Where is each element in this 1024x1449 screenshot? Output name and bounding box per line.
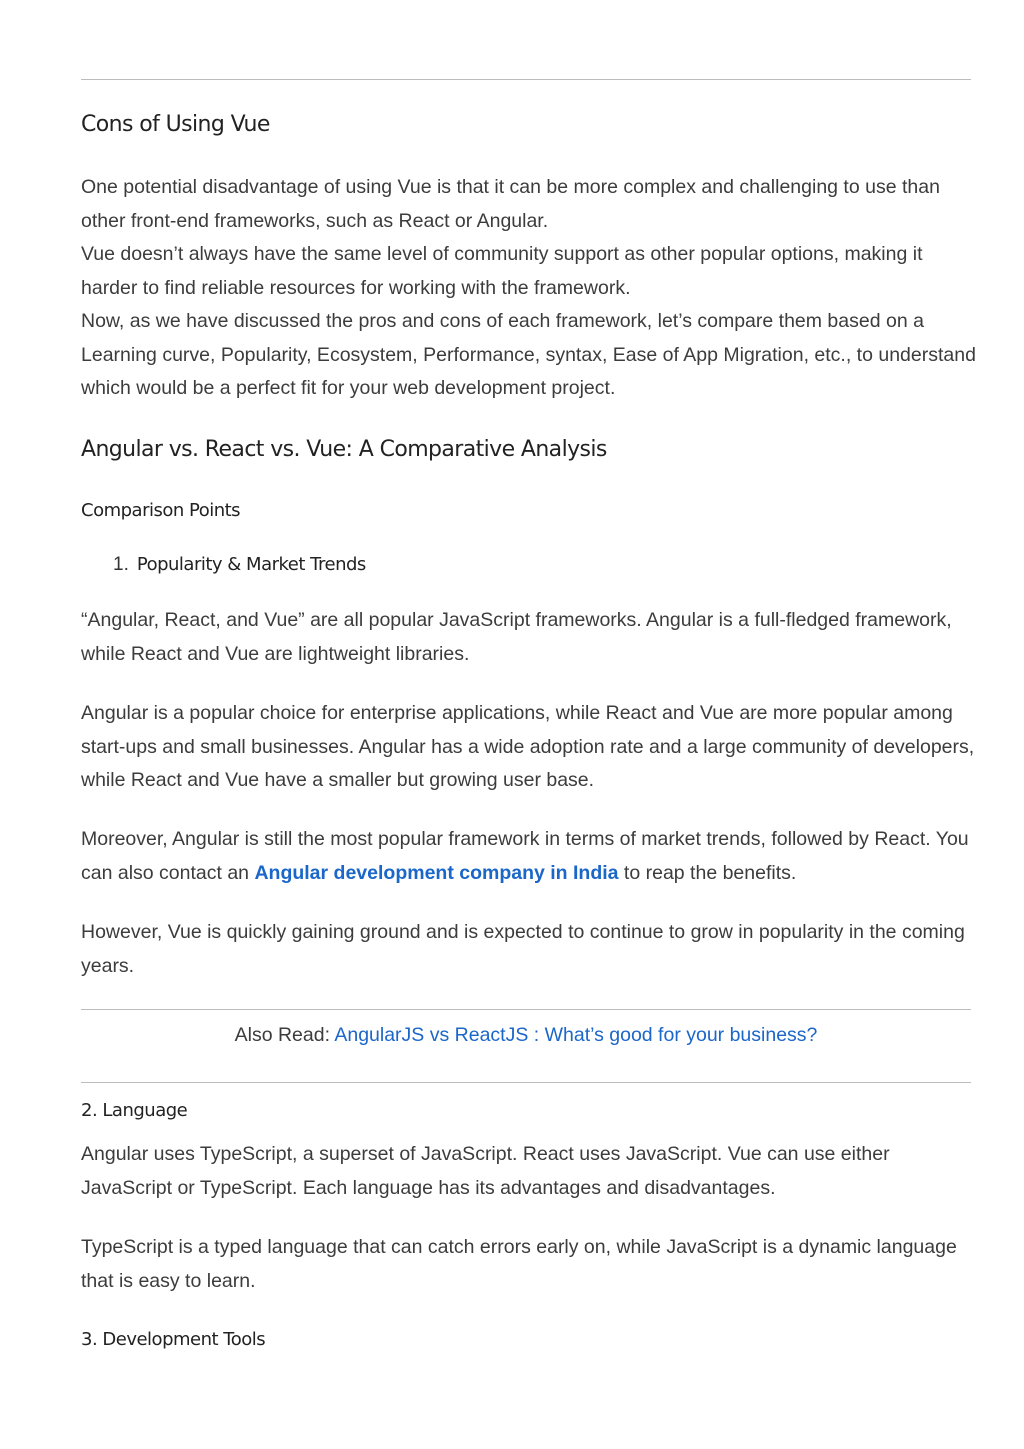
list-item-label: Popularity & Market Trends: [136, 554, 366, 575]
comparative-analysis-heading: Angular vs. React vs. Vue: A Comparative Analysis: [81, 437, 607, 462]
development-tools-heading: 3. Development Tools: [81, 1329, 266, 1350]
cons-line-3: Now, as we have discussed the pros and cons of each framework, let’s compare them based on a Learning curve, Popularity, Ecosystem, Performance, syntax, Ease of App Migration, etc., to understand which would be a perfect fit for your web development project.: [81, 310, 976, 399]
also-read-box: [81, 1009, 971, 1083]
list-item-popularity: [113, 554, 366, 576]
comparison-points-heading: Comparison Points: [81, 500, 241, 521]
language-paragraph-2: TypeScript is a typed language that can catch errors early on, while JavaScript is a dynamic language that is easy to learn.: [81, 1236, 957, 1292]
popularity-p3-text-before: Moreover, Angular is still the most popular framework in terms of market trends, followed by React. You can also contact an: [81, 828, 969, 884]
angular-company-link[interactable]: Angular development company in India: [254, 861, 619, 884]
popularity-paragraph-2: Angular is a popular choice for enterprise applications, while React and Vue are more popular among start-ups and small businesses. Angular has a wide adoption rate and a large community of developers, while React and Vue have a smaller but growing user base.: [81, 702, 975, 791]
cons-heading: Cons of Using Vue: [81, 112, 270, 137]
cons-paragraph: [81, 171, 976, 406]
popularity-paragraph-4: However, Vue is quickly gaining ground and is expected to continue to grow in popularity in the coming years.: [81, 921, 965, 977]
popularity-paragraph-1: “Angular, React, and Vue” are all popular JavaScript frameworks. Angular is a full-fledged framework, while React and Vue are lightweight libraries.: [81, 609, 952, 665]
also-read-label: Also Read:: [234, 1024, 335, 1046]
popularity-p3-text-after: to reap the benefits.: [618, 861, 797, 884]
cons-line-1: One potential disadvantage of using Vue is that it can be more complex and challenging to use than other front-end frameworks, such as React or Angular.: [81, 176, 940, 232]
cons-line-2: Vue doesn’t always have the same level of community support as other popular options, making it harder to find reliable resources for working with the framework.: [81, 243, 923, 299]
list-number: 1.: [113, 554, 129, 575]
language-paragraph-1: Angular uses TypeScript, a superset of JavaScript. React uses JavaScript. Vue can use either JavaScript or TypeScript. Each language has its advantages and disadvantages.: [81, 1143, 890, 1199]
also-read-link[interactable]: AngularJS vs ReactJS : What’s good for your business?: [334, 1024, 818, 1046]
language-heading: 2. Language: [81, 1100, 188, 1121]
also-read-line: [81, 1024, 971, 1047]
top-divider: [81, 79, 971, 80]
popularity-paragraph-3: [81, 823, 976, 890]
